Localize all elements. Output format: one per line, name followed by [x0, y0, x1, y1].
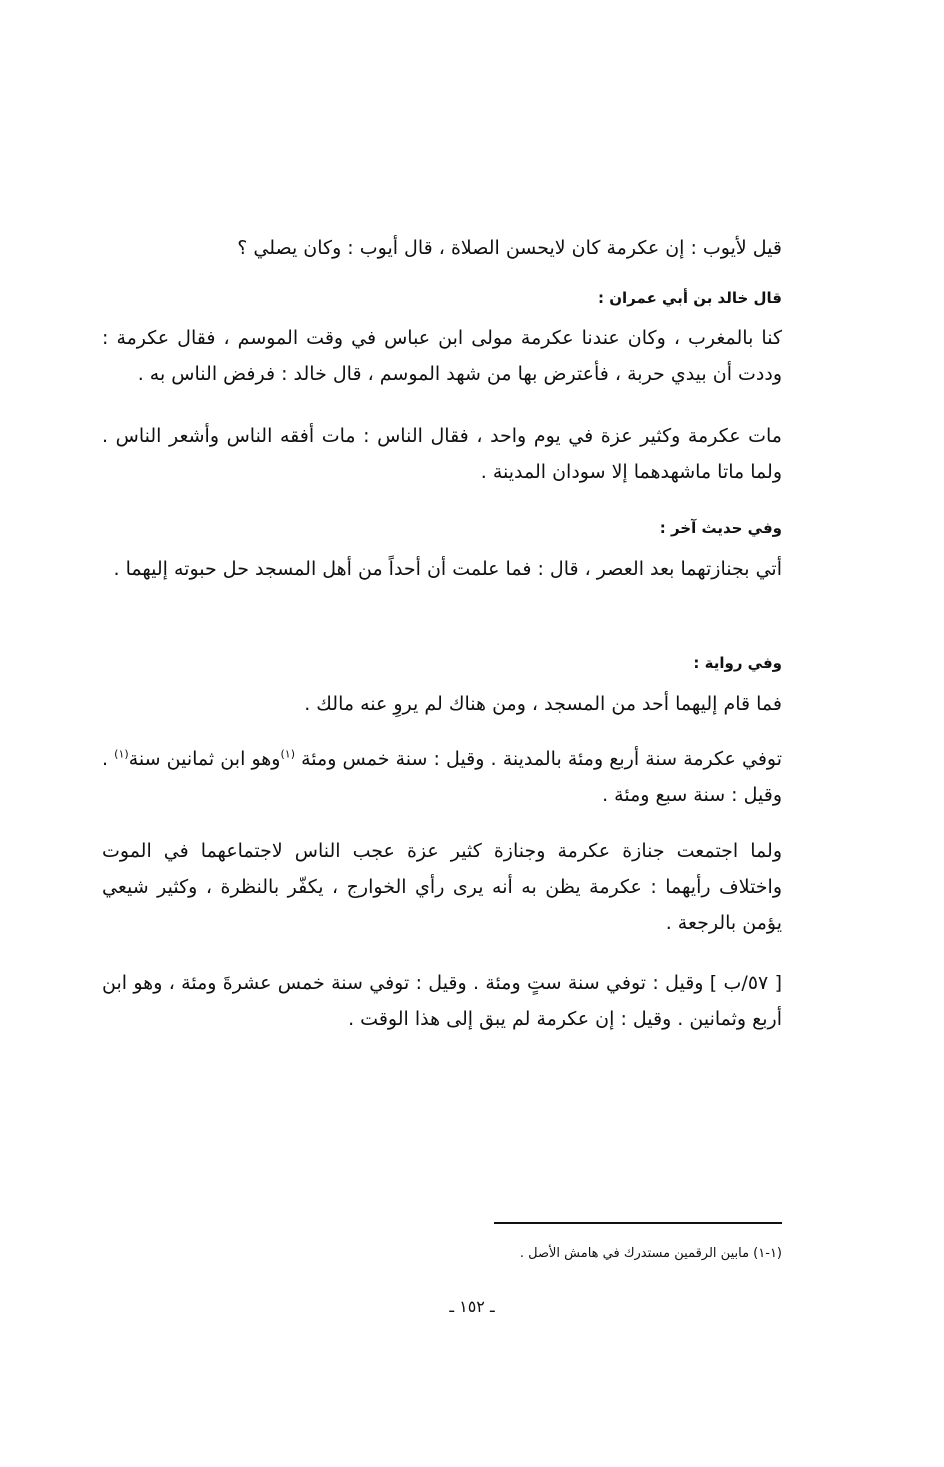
paragraph-death-same-day: مات عكرمة وكثير عزة في يوم واحد ، فقال الناس : مات أفقه الناس وأشعر الناس . ولما ماتا ماشهدهما إلا سودان المدينة . [102, 425, 782, 483]
paragraph-other-dates: [ ٥٧/ب ] وقيل : توفي سنة ستٍ ومئة . وقيل : توفي سنة خمس عشرةَ ومئة ، وهو ابن أربع وثمانين . وقيل : إن عكرمة لم يبق إلى هذا الوقت . [102, 972, 783, 1030]
death-year-text-a: توفي عكرمة سنة أربع ومئة بالمدينة . وقيل : سنة خمس ومئة [295, 748, 783, 770]
paragraph-maghrib: كنا بالمغرب ، وكان عندنا عكرمة مولى ابن عباس في وقت الموسم ، فقال عكرمة : وددت أن بيدي حربة ، فأعترض بها من شهد الموسم ، قال خالد : فرفض الناس به . [102, 327, 782, 385]
paragraph-funerals-gathered: ولما اجتمعت جنازة عكرمة وجنازة كثير عزة عجب الناس لاجتماعهما في الموت واختلاف رأيهما : عكرمة يظن به أنه يرى رأي الخوارج ، يكفّر بالنظرة ، وكثير شيعي يؤمن بالرجعة . [102, 840, 782, 934]
page-number: ـ ١٥٢ ـ [449, 1297, 495, 1316]
paragraph-no-one-stood: فما قام إليهما أحد من المسجد ، ومن هناك لم يروِ عنه مالك . [304, 693, 782, 715]
footnote-separator [494, 1222, 782, 1224]
paragraph-death-year [102, 741, 782, 813]
death-year-text-b: وهو ابن ثمانين سنة [128, 748, 281, 770]
footnote-marker-1: (١) [280, 747, 295, 761]
paragraph-ayyub-question: قيل لأيوب : إن عكرمة كان لايحسن الصلاة ، قال أيوب : وكان يصلي ؟ [237, 237, 782, 259]
paragraph-funeral-after-asr: أتي بجنازتهما بعد العصر ، قال : فما علمت أن أحداً من أهل المسجد حل حبوته إليهما . [113, 558, 782, 580]
heading-riwaya: وفي رواية : [693, 654, 782, 672]
heading-another-hadith: وفي حديث آخر : [659, 519, 782, 537]
death-year-text-c: . وقيل : سنة سبع ومئة . [102, 748, 782, 806]
heading-khalid: قال خالد بن أبي عمران : [598, 289, 782, 307]
footnote: (١-١) مابين الرقمين مستدرك في هامش الأصل . [519, 1246, 782, 1261]
footnote-marker-2: (١) [114, 747, 129, 761]
